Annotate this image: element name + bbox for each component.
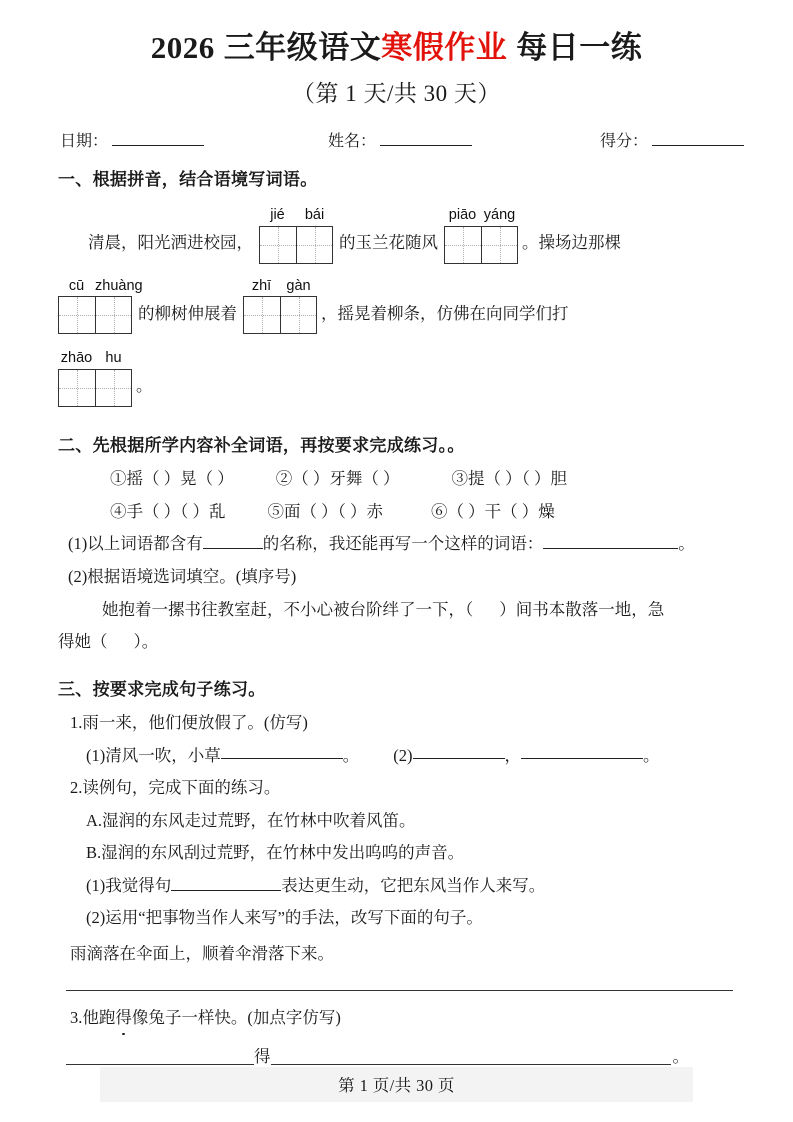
- section2-heading: 二、先根据所学内容补全词语，再按要求完成练习。。: [58, 435, 465, 455]
- section1-heading: 一、根据拼音，结合语境写词语。: [58, 169, 318, 189]
- pinyin-syllable: gàn: [286, 277, 311, 294]
- grid-cell[interactable]: [59, 297, 95, 333]
- title-suffix: 每日一练: [516, 30, 643, 65]
- tianzige-zhi-gan[interactable]: [243, 278, 317, 335]
- section2-question-2-prompt: (2)根据语境选词填空。(填序号): [68, 566, 297, 586]
- s2-q1-blank-1[interactable]: [203, 533, 263, 549]
- tianzige-zhao-hu[interactable]: [58, 350, 132, 407]
- name-field[interactable]: [328, 128, 472, 151]
- score-field[interactable]: [600, 128, 744, 151]
- s1-l1-tail-text: 。操场边那棵: [522, 233, 621, 253]
- grid-cell[interactable]: [280, 297, 316, 333]
- title-block: [0, 0, 793, 108]
- idiom-item[interactable]: ②（ ）牙舞（ ）: [275, 469, 400, 489]
- grid-zhi-gan[interactable]: [243, 296, 317, 334]
- tianzige-piao-yang[interactable]: [444, 207, 518, 264]
- section3-q2-example-a: A.湿润的东风走过荒野，在竹林中吹着风笛。: [86, 810, 416, 830]
- section3-q2-stem: 2.读例句，完成下面的练习。: [70, 778, 281, 798]
- s1-l2-mid-text: 的柳树伸展着: [138, 303, 237, 323]
- section3-q1-subquestions: [58, 743, 741, 769]
- section3-q3-stem: [58, 1005, 741, 1031]
- pinyin-syllable: piāo: [448, 206, 477, 223]
- worksheet-body: [58, 167, 741, 1065]
- s3-q1-sub1-text-a: (1)清风一吹，小草: [86, 745, 221, 765]
- section3-q2-sub1: [58, 873, 741, 899]
- grid-cell[interactable]: [260, 227, 296, 263]
- s2-q2-text-a: 她抱着一摞书往教室赶，不小心被台阶绊了一下，（: [102, 599, 474, 619]
- grid-cell[interactable]: [481, 227, 517, 263]
- page-subtitle: （第 1 天/共 30 天）: [292, 80, 501, 106]
- pinyin-syllable: zhāo: [60, 350, 93, 367]
- s1-l2-tail-text: ，摇晃着柳条，仿佛在向同学们打: [321, 303, 569, 323]
- s3-q3-answer-blank-1[interactable]: [66, 1048, 254, 1065]
- emphasis-dot-char: 得: [115, 1005, 132, 1031]
- grid-cu-zhuang[interactable]: [58, 296, 132, 334]
- pinyin-jie-bai: [259, 207, 333, 224]
- date-input-line[interactable]: [112, 130, 204, 146]
- date-label: 日期：: [60, 132, 109, 150]
- s3-q3-answer-blank-2[interactable]: [271, 1048, 671, 1065]
- section3-q1-stem: 1.雨一来，他们便放假了。(仿写): [70, 713, 308, 732]
- section1-line-1: [58, 207, 741, 264]
- pinyin-syllable: jié: [270, 206, 285, 223]
- s3-q1-sub2-text-b: ，: [504, 745, 521, 765]
- page-title: [0, 30, 793, 67]
- pinyin-syllable: bái: [304, 206, 325, 223]
- s3-q1-sub2-blank-2[interactable]: [521, 743, 643, 759]
- s3-q3-answer-de: 得: [254, 1046, 271, 1066]
- idiom-item[interactable]: ⑤面（ ）（ ）赤: [267, 501, 383, 521]
- s2-q2-text-d: ）。: [133, 632, 159, 652]
- s3-q1-sub2-blank-1[interactable]: [413, 743, 505, 759]
- page-number: 第 1 页/共 30 页: [100, 1067, 693, 1102]
- idiom-item[interactable]: ①摇（ ）晃（ ）: [110, 469, 234, 489]
- s3-q2-sub1-text-b: 表达更生动，它把东风当作人来写。: [281, 875, 546, 895]
- s3-q1-sub1-blank[interactable]: [221, 743, 343, 759]
- pinyin-syllable: zhuàng: [95, 277, 143, 294]
- section2-question-2-body-line-1: [58, 597, 741, 623]
- grid-cell[interactable]: [296, 227, 332, 263]
- pinyin-zhi-gan: [243, 278, 317, 295]
- s2-q1-text-b: 的名称，我还能再写一个这样的词语：: [262, 534, 544, 554]
- section2-idioms-row-1: [58, 466, 741, 492]
- title-year: 2026: [150, 30, 215, 65]
- section3-q2-answer-rule[interactable]: [66, 989, 733, 991]
- grid-cell[interactable]: [95, 297, 131, 333]
- idiom-item[interactable]: ③提（ ）（ ）胆: [451, 469, 567, 489]
- s3-q1-sub2-text-a: (2): [393, 745, 413, 765]
- s3-q3-answer-endmark: 。: [672, 1046, 689, 1066]
- pinyin-cu-zhuang: [58, 277, 143, 295]
- pinyin-syllable: hu: [105, 350, 122, 367]
- pinyin-syllable: yáng: [483, 206, 516, 223]
- grid-cell[interactable]: [445, 227, 481, 263]
- grid-cell[interactable]: [244, 297, 280, 333]
- s3-q3-text-post: 像兔子一样快。(加点字仿写): [131, 1007, 341, 1027]
- grid-cell[interactable]: [59, 370, 95, 406]
- grid-zhao-hu[interactable]: [58, 369, 132, 407]
- grid-jie-bai[interactable]: [259, 226, 333, 264]
- section2-question-1: [58, 531, 741, 557]
- section3-q2-sub2: (2)运用“把事物当作人来写”的手法，改写下面的句子。: [86, 908, 483, 928]
- name-label: 姓名：: [328, 132, 377, 150]
- page-footer: [0, 1067, 793, 1102]
- pinyin-syllable: zhī: [251, 277, 272, 294]
- section3-q2-example-b: B.湿润的东风刮过荒野，在竹林中发出呜呜的声音。: [86, 843, 465, 863]
- title-highlight: 寒假作业: [381, 30, 508, 65]
- section1-line-3: [58, 350, 741, 407]
- s3-q1-sub1-text-b: 。: [342, 745, 360, 765]
- s3-q2-sub1-text-a: (1)我觉得句: [86, 875, 172, 895]
- idiom-item[interactable]: ⑥（ ）干（ ）燥: [431, 501, 555, 521]
- s1-l3-tail-text: 。: [136, 376, 153, 396]
- pinyin-piao-yang: [444, 207, 518, 224]
- idiom-item[interactable]: ④手（ ）（ ）乱: [110, 501, 226, 521]
- section3-q2-example-sentence: 雨滴落在伞面上，顺着伞滑落下来。: [70, 943, 334, 963]
- s1-l1-lead-text: 清晨，阳光洒进校园，: [88, 233, 253, 253]
- s2-q1-text-c: 。: [678, 534, 695, 554]
- s2-q1-blank-2[interactable]: [543, 533, 678, 549]
- pinyin-zhao-hu: [58, 350, 132, 367]
- meta-row: [60, 128, 733, 151]
- section2-question-2-body-line-2: [58, 629, 741, 655]
- s3-q3-text-pre: 3.他跑: [70, 1007, 116, 1027]
- s2-q2-text-c: 得她（: [58, 632, 108, 652]
- s2-q2-text-b: ）间书本散落一地，急: [499, 599, 665, 619]
- score-label: 得分：: [600, 132, 649, 150]
- section3-heading: 三、按要求完成句子练习。: [58, 679, 266, 699]
- s3-q2-sub1-blank[interactable]: [171, 875, 281, 891]
- grid-piao-yang[interactable]: [444, 226, 518, 264]
- name-input-line[interactable]: [380, 130, 472, 146]
- s3-q1-sub2-text-c: 。: [643, 745, 660, 765]
- s2-q1-text-a: (1)以上词语都含有: [68, 534, 203, 554]
- tianzige-cu-zhuang[interactable]: [58, 277, 143, 335]
- pinyin-syllable: cū: [68, 277, 85, 294]
- title-grade-subject: 三年级语文: [223, 30, 382, 65]
- tianzige-jie-bai[interactable]: [259, 207, 333, 264]
- grid-cell[interactable]: [95, 370, 131, 406]
- score-input-line[interactable]: [652, 130, 744, 146]
- section2-idioms-row-2: [58, 499, 741, 525]
- date-field[interactable]: [60, 128, 204, 151]
- s1-l1-mid-text: 的玉兰花随风: [339, 233, 438, 253]
- section3-q3-answer-row: [66, 1048, 741, 1065]
- section1-line-2: [58, 278, 741, 335]
